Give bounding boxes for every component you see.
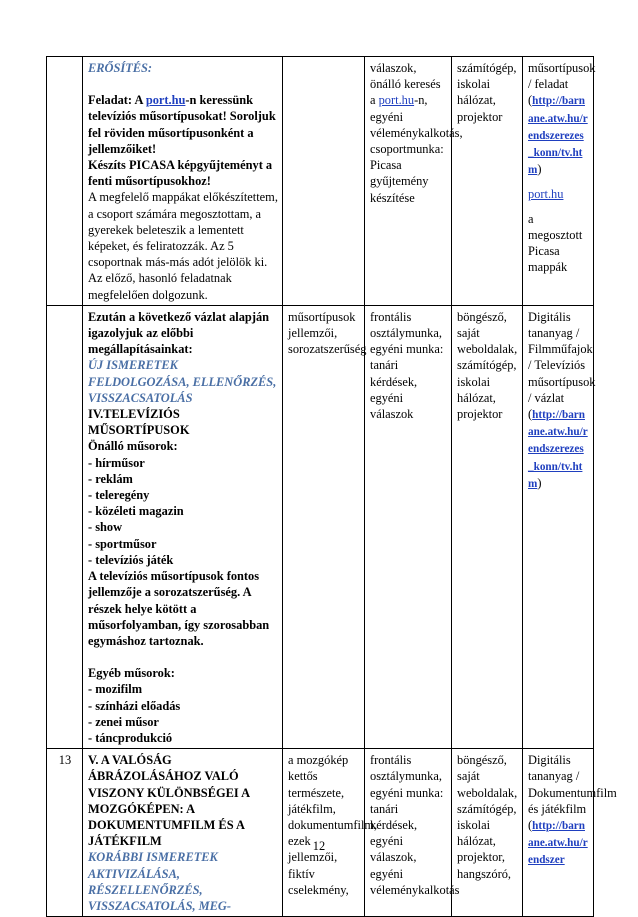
resource-url-link[interactable]: http://barnane.atw.hu/rendszerezes_konn/tv.htm: [528, 95, 588, 177]
port-hu-resource-link[interactable]: port.hu: [528, 187, 564, 202]
open-paren: (: [528, 93, 533, 108]
resources-cell: [523, 57, 594, 306]
resource-label: Digitális tananyag / Filmműfajok / Televíziós műsortípusok / vázlat: [528, 309, 596, 405]
resource-label: Digitális tananyag / Dokumentumfilm és játékfilm: [528, 753, 617, 816]
tools-cell: böngésző, saját weboldalak, számítógép, iskolai hálózat, projektor, hangszóró,: [452, 749, 523, 917]
method-text: válaszok, önálló keresés a: [370, 61, 441, 108]
list-item: - sportműsor: [88, 536, 157, 551]
lesson-plan-table: [46, 56, 617, 917]
resources-cell: [523, 749, 617, 917]
port-hu-link[interactable]: port.hu: [145, 93, 186, 108]
list-item: - közéleti magazin: [88, 504, 184, 519]
row-number-cell: 13: [47, 749, 83, 917]
resource-url-link[interactable]: http://barnane.atw.hu/rendszerezes_konn/tv.htm: [528, 409, 588, 490]
method-cell: frontális osztálymunka, egyéni munka: tanári kérdések, egyéni válaszok, egyéni véleménykalkotás: [365, 749, 452, 917]
task-text: -n keressünk televíziós műsortípusokat! Soroljuk fel röviden műsortípusonként a jellemzőiket!: [88, 93, 276, 156]
topic-cell: műsortípusok jellemzői, sorozatszerűség: [283, 305, 365, 748]
section-heading: ÚJ ISMERETEK FELDOLGOZÁSA, ELLENŐRZÉS, VISSZACSATOLÁS: [88, 358, 277, 405]
chapter-title: IV.TELEVÍZIÓS MŰSORTÍPUSOK: [88, 407, 190, 438]
content-cell: [83, 305, 283, 748]
picasa-folders-label: a megosztott Picasa mappák: [528, 211, 583, 275]
content-cell: [83, 749, 283, 917]
section-heading: ERŐSÍTÉS:: [88, 61, 153, 75]
method-text-rest: -n, egyéni véleménykalkotás, csoportmunka: Picasa gyűjtemény készítése: [370, 93, 463, 205]
close-paren: ): [537, 162, 542, 177]
page-number: 12: [312, 839, 326, 853]
list-item: - show: [88, 520, 123, 535]
list-item: - teleregény: [88, 488, 150, 503]
chapter-title: V. A VALÓSÁG ÁBRÁZOLÁSÁHOZ VALÓ VISZONY KÜLÖNBSÉGEI A MOZGÓKÉPEN: A DOKUMENTUMFILM ÉS A JÁTÉKFILM: [88, 753, 250, 849]
section-heading: KORÁBBI ISMERETEK AKTIVIZÁLÁSA, RÉSZELLENŐRZÉS, VISSZACSATOLÁS, MEG-: [88, 850, 232, 913]
list-item: - televíziós játék: [88, 552, 174, 567]
task-description: A megfelelő mappákat előkészítettem, a csoport számára megosztottam, a gyerekek beleteszik a lementett képeket, és feliratozzák. Az 5 csoportnak más-más adót jelölök ki. Az előző, hasonló feladatnak megfelelően dolgozunk.: [88, 190, 278, 302]
open-paren: (: [528, 817, 533, 832]
row-number-cell: [47, 305, 83, 748]
resources-cell: [523, 305, 594, 748]
content-cell: [83, 57, 283, 306]
summary-text: A televíziós műsortípusok fontos jellemzője a sorozatszerűség. A részek helye kötött a műsorfolyamban, így szorosabban egymáshoz tartoznak.: [88, 569, 270, 648]
resource-url-link[interactable]: http://barnane.atw.hu/rendszer: [528, 819, 588, 867]
list-item: - hírműsor: [88, 455, 145, 470]
open-paren: (: [528, 407, 533, 422]
list-item: - zenei műsor: [88, 714, 159, 729]
table-row: [47, 749, 594, 917]
intro-text: Ezután a következő vázlat alapján igazolyjuk az előbbi megállapításainkat:: [88, 309, 270, 357]
picasa-task: Készíts PICASA képgyűjteményt a fenti műsortípusokhoz!: [88, 158, 273, 189]
close-paren: ): [537, 475, 542, 490]
resource-label: műsortípusok / feladat: [528, 61, 596, 92]
topic-cell: [283, 57, 365, 306]
row-number-cell: [47, 57, 83, 306]
method-cell: [365, 57, 463, 306]
list-item: - mozifilm: [88, 682, 143, 697]
tools-cell: számítógép, iskolai hálózat, projektor: [452, 57, 523, 306]
independent-programs-title: Önálló műsorok:: [88, 439, 178, 454]
tools-cell: böngésző, saját weboldalak, számítógép, iskolai hálózat, projektor: [452, 305, 523, 748]
topic-cell: a mozgókép kettős természete, játékfilm, dokumentumfilm, ezek jellemzői, fiktív cselekmény,: [283, 749, 365, 917]
list-item: - reklám: [88, 471, 133, 486]
table-row: [47, 305, 594, 748]
method-cell: frontális osztálymunka, egyéni munka: tanári kérdések, egyéni válaszok: [365, 305, 452, 748]
table-row: [47, 57, 594, 306]
list-item: - táncprodukció: [88, 730, 173, 745]
port-hu-link[interactable]: port.hu: [378, 93, 415, 108]
other-programs-title: Egyéb műsorok:: [88, 666, 175, 681]
list-item: - színházi előadás: [88, 698, 181, 713]
task-prefix: Feladat: A: [88, 93, 146, 108]
